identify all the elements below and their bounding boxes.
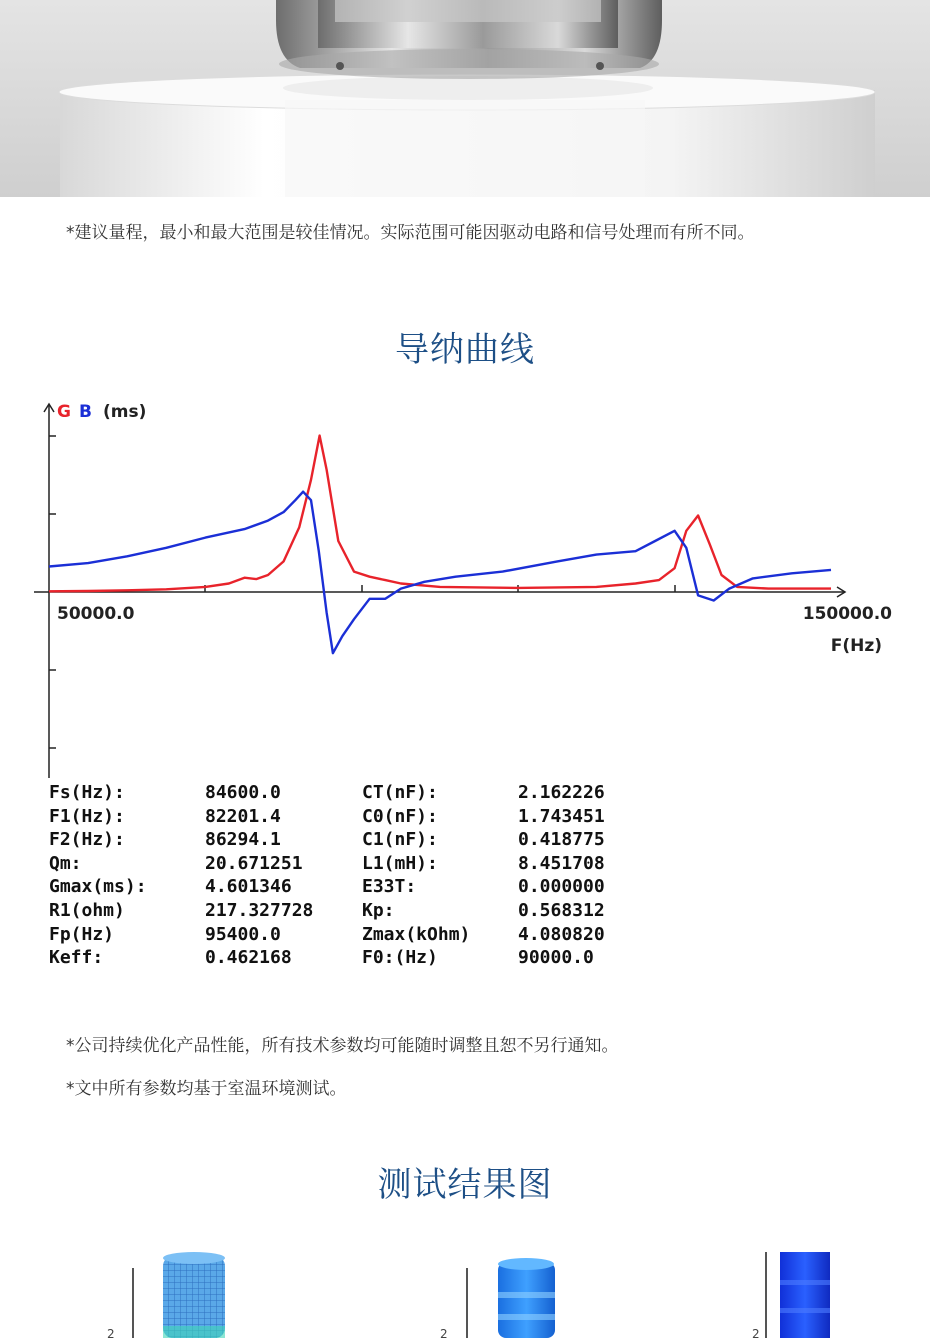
param-value: 86294.1 [205,829,281,851]
param-value: 4.601346 [205,876,292,898]
param-value: 82201.4 [205,805,281,827]
param-label: Qm: [49,852,82,874]
product-hero-image [0,0,930,197]
param-value: 84600.0 [205,782,281,803]
param-value: 8.451708 [518,852,605,874]
admittance-chart [0,390,930,990]
test-result-images [0,1240,930,1338]
x-tick-label-start: 50000.0 [57,604,135,624]
param-value: 95400.0 [205,923,281,945]
range-note: *建议量程，最小和最大范围是较佳情况。实际范围可能因驱动电路和信号处理而有所不同。 [66,223,755,243]
param-value: 20.671251 [205,852,303,874]
param-value: 0.000000 [518,876,605,898]
x-tick-label-end: 150000.0 [802,604,892,624]
y-label-unit: (ms) [103,402,147,422]
param-label: Fs(Hz): [49,782,125,803]
svg-text:2: 2 [440,1327,448,1338]
series-line-b [49,492,831,654]
param-label: E33T: [362,876,417,898]
svg-text:2: 2 [752,1327,760,1338]
y-label-b: B [79,402,92,422]
series-line-g [49,436,831,592]
admittance-section-title: 导纳曲线 [395,330,535,370]
param-value: 0.418775 [518,829,605,851]
param-label: R1(ohm) [49,900,125,921]
param-label: C0(nF): [362,805,438,827]
test-result-thumbnails [0,1240,930,1338]
svg-text:2: 2 [107,1327,115,1338]
param-label: C1(nF): [362,829,438,851]
param-label: Gmax(ms): [49,876,147,898]
param-label: Fp(Hz) [49,923,115,945]
param-label: F1(Hz): [49,805,125,827]
result-image-2 [440,1258,555,1338]
param-value: 217.327728 [205,900,314,921]
param-label: Zmax(kOhm) [362,923,471,945]
param-label: Keff: [49,947,104,969]
param-label: CT(nF): [362,782,438,803]
y-label-g: G [57,402,71,422]
param-label: Kp: [362,900,395,921]
param-value: 0.568312 [518,900,605,921]
param-label: L1(mH): [362,852,438,874]
test-results-section-title: 测试结果图 [377,1165,553,1205]
result-image-1 [107,1252,225,1338]
param-label: F2(Hz): [49,829,125,851]
param-label: F0:(Hz) [362,947,438,969]
param-value: 1.743451 [518,805,605,827]
result-image-3 [752,1252,830,1338]
param-value: 90000.0 [518,947,594,969]
environment-note: *文中所有参数均基于室温环境测试。 [66,1079,347,1099]
performance-note: *公司持续优化产品性能，所有技术参数均可能随时调整且恕不另行通知。 [66,1036,619,1056]
transducer-illustration [0,0,930,197]
series-layer [49,436,831,654]
param-value: 2.162226 [518,782,605,803]
param-value: 4.080820 [518,923,605,945]
x-axis-label: F(Hz) [830,636,882,656]
admittance-chart-svg [0,390,930,990]
param-value: 0.462168 [205,947,292,969]
